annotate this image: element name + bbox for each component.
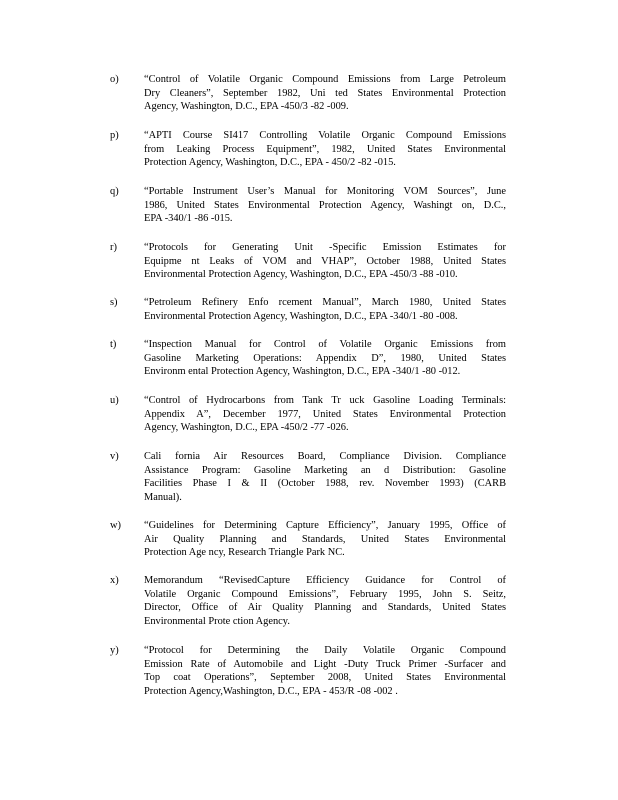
reference-line: Dry Cleaners”, September 1982, Uni ted States Environmental Protection	[144, 87, 506, 99]
reference-line: “Control of Volatile Organic Compound Emissions from Large Petroleum	[144, 74, 506, 85]
reference-text	[144, 241, 506, 282]
reference-letter: y)	[110, 645, 119, 656]
reference-letter: t)	[110, 339, 117, 350]
reference-letter: o)	[110, 74, 119, 85]
reference-line: “Control of Hydrocarbons from Tank Tr uck Gasoline Loading Terminals:	[144, 395, 506, 406]
reference-line: Manual).	[144, 491, 182, 503]
reference-line: “Portable Instrument User’s Manual for Monitoring VOM Sources”, June	[144, 186, 506, 197]
reference-line: Equipme nt Leaks of VOM and VHAP”, October 1988, United States	[144, 255, 506, 267]
reference-text	[144, 73, 506, 114]
reference-letter: x)	[110, 575, 119, 586]
reference-line: Facilities Phase I & II (October 1988, rev. November 1993) (CARB	[144, 478, 506, 490]
reference-line: Emission Rate of Automobile and Light -Duty Truck Primer -Surfacer and	[144, 658, 506, 670]
reference-line: from Leaking Process Equipment”, 1982, United States Environmental	[144, 143, 506, 155]
reference-line: “Inspection Manual for Control of Volatile Organic Emissions from	[144, 339, 506, 350]
reference-line: Protection Age ncy, Research Triangle Park NC.	[144, 547, 345, 559]
reference-line: “Petroleum Refinery Enfo rcement Manual”, March 1980, United States	[144, 297, 506, 308]
reference-line: Assistance Program: Gasoline Marketing an d Distribution: Gasoline	[144, 464, 506, 476]
reference-line: Top coat Operations”, September 2008, United States Environmental	[144, 672, 506, 684]
reference-letter: s)	[110, 297, 118, 308]
reference-line: Protection Agency,Washington, D.C., EPA - 453/R -08 -002 .	[144, 685, 398, 697]
reference-letter: p)	[110, 130, 119, 141]
reference-line: Environmental Prote ction Agency.	[144, 615, 290, 627]
reference-line: Cali fornia Air Resources Board, Compliance Division. Compliance	[144, 451, 506, 462]
reference-line: EPA -340/1 -86 -015.	[144, 213, 233, 225]
reference-text	[144, 519, 506, 560]
reference-text	[144, 394, 506, 435]
reference-line: 1986, United States Environmental Protection Agency, Washingt on, D.C.,	[144, 199, 506, 211]
reference-text	[144, 338, 506, 379]
reference-line: “Guidelines for Determining Capture Efficiency”, January 1995, Office of	[144, 520, 506, 531]
reference-line: “Protocol for Determining the Daily Volatile Organic Compound	[144, 645, 506, 656]
reference-line: Environmental Protection Agency, Washington, D.C., EPA -450/3 -88 -010.	[144, 269, 458, 281]
reference-text	[144, 450, 506, 504]
reference-letter: v)	[110, 451, 119, 462]
reference-text	[144, 185, 506, 226]
reference-line: Volatile Organic Compound Emissions”, February 1995, John S. Seitz,	[144, 588, 506, 600]
reference-line: Appendix A”, December 1977, United States Environmental Protection	[144, 408, 506, 420]
reference-line: Air Quality Planning and Standards, United States Environmental	[144, 533, 506, 545]
reference-text	[144, 129, 506, 170]
reference-line: Agency, Washington, D.C., EPA -450/3 -82 -009.	[144, 101, 349, 113]
reference-line: Environmental Protection Agency, Washington, D.C., EPA -340/1 -80 -008.	[144, 310, 458, 322]
reference-letter: q)	[110, 186, 119, 197]
reference-text	[144, 644, 506, 698]
reference-line: “Protocols for Generating Unit -Specific Emission Estimates for	[144, 242, 506, 253]
reference-letter: w)	[110, 520, 121, 531]
reference-line: Director, Office of Air Quality Planning and Standards, United States	[144, 602, 506, 614]
reference-text	[144, 296, 506, 323]
reference-text	[144, 574, 506, 628]
reference-line: “APTI Course SI417 Controlling Volatile Organic Compound Emissions	[144, 130, 506, 141]
reference-line: Gasoline Marketing Operations: Appendix D”, 1980, United States	[144, 352, 506, 364]
reference-line: Agency, Washington, D.C., EPA -450/2 -77 -026.	[144, 422, 349, 434]
reference-letter: u)	[110, 395, 119, 406]
reference-letter: r)	[110, 242, 117, 253]
reference-line: Environm ental Protection Agency, Washington, D.C., EPA -340/1 -80 -012.	[144, 366, 461, 378]
reference-line: Protection Agency, Washington, D.C., EPA - 450/2 -82 -015.	[144, 157, 396, 169]
reference-line: Memorandum “RevisedCapture Efficiency Guidance for Control of	[144, 575, 506, 586]
